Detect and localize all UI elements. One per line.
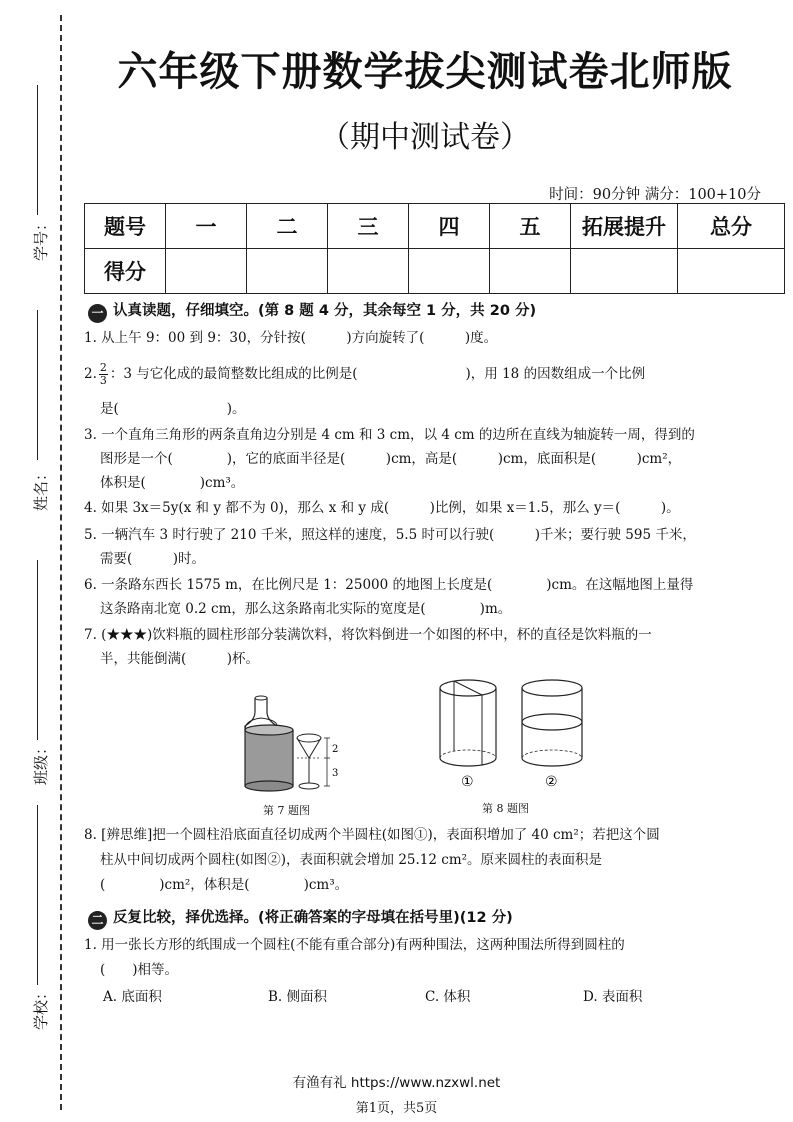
question-8-line-3: ( )cm²，体积是( )cm³。 [100,877,349,893]
question-3: 3. 一个直角三角形的两条直角边分别是 4 cm 和 3 cm，以 4 cm 的边所在直线为轴旋转一周，得到的 [84,427,695,443]
score-header-cell: 拓展提升 [571,204,678,249]
score-input-cell[interactable] [166,249,247,294]
figure-8-caption: 第 8 题图 [482,802,529,815]
question-6: 6. 一条路东西长 1575 m，在比例尺是 1：25000 的地图上长度是( )cm。在这幅地图上量得 [84,577,694,593]
section-number-badge: 一 [88,304,107,323]
score-row-label: 得分 [85,249,166,294]
section-2-heading [88,906,513,930]
page-subtitle: （期中测试卷） [320,120,530,155]
question-6-line-2: 这条路南北宽 0.2 cm，那么这条路南北实际的宽度是( )m。 [100,601,512,617]
student-id-label: 学号： [32,215,51,262]
score-header-cell: 二 [247,204,328,249]
question-7-cont [84,648,759,670]
page-title: 六年级下册数学拔尖测试卷北师版 [117,49,733,95]
score-input-cell[interactable] [328,249,409,294]
score-table [84,203,785,294]
section-2-question-1: 1. 用一张长方形的纸围成一个圆柱(不能有重合部分)有两种围法，这两种围法所得到圆柱的 [84,937,625,953]
school-line [37,805,38,985]
footer-website: 有渔有礼 https://www.nzxwl.net [292,1075,501,1091]
question-3-cont [84,448,759,470]
choice-d: D. 表面积 [583,989,643,1005]
score-table-header-row [85,204,785,249]
question-2-line-2: 是( )。 [100,401,246,417]
choice-b: B. 侧面积 [268,989,328,1005]
fraction [99,362,108,387]
score-input-cell[interactable] [490,249,571,294]
fraction-numerator: 2 [99,361,107,374]
section-2-heading-text: 反复比较，择优选择。(将正确答案的字母填在括号里)(12 分) [113,910,513,926]
school-label: 学校： [32,984,51,1031]
choice-a: A. 底面积 [103,989,162,1005]
figure-7-bottle-and-cup [235,690,365,800]
footer-page-number: 第1页，共5页 [355,1101,438,1116]
figure-8-label-1: ① [461,774,474,790]
question-3-line-2: 图形是一个( )，它的底面半径是( )cm，高是( )cm，底面积是( )cm²， [100,451,682,467]
score-header-cell: 四 [409,204,490,249]
question-2-number: 2. [84,366,97,382]
question-3-line-3: 体积是( )cm³。 [100,475,245,491]
name-label: 姓名： [32,465,51,512]
score-input-cell[interactable] [571,249,678,294]
section-2-question-1-line-2: ( )相等。 [100,962,179,978]
class-label: 班级： [32,739,51,786]
question-7: 7. (★★★)饮料瓶的圆柱形部分装满饮料，将饮料倒进一个如图的杯中，杯的直径是饮料瓶的一 [84,627,652,643]
question-6-cont [84,598,759,620]
section-1-heading [88,299,536,323]
question-3-cont2 [84,472,759,494]
question-8-line-2: 柱从中间切成两个圆柱(如图②)，表面积就会增加 25.12 cm²。原来圆柱的表面积是 [100,852,603,868]
question-8-cont2 [84,874,759,896]
class-line [37,560,38,740]
question-8-cont [84,849,759,871]
time-info: 时间：90分钟 满分：100+10分 [549,187,761,203]
section-number-badge: 二 [88,911,107,930]
fraction-denominator: 3 [99,374,107,387]
question-4: 4. 如果 3x＝5y(x 和 y 都不为 0)，那么 x 和 y 成( )比例，如果 x＝1.5，那么 y＝( )。 [84,500,680,516]
figure-7-caption: 第 7 题图 [263,804,310,817]
name-line [37,310,38,460]
score-table-score-row [85,249,785,294]
score-header-cell: 三 [328,204,409,249]
score-header-cell: 一 [166,204,247,249]
score-input-cell[interactable] [409,249,490,294]
question-7-line-2: 半，共能倒满( )杯。 [100,651,260,667]
figure-8-label-2: ② [545,774,558,790]
question-2-cont [84,398,759,420]
binding-dashed-line [60,15,62,1110]
question-8: 8. [辨思维]把一个圆柱沿底面直径切成两个半圆柱(如图①)，表面积增加了 40 cm²；若把这个圆 [84,827,660,843]
choice-c: C. 体积 [425,989,471,1005]
question-2 [84,362,759,387]
question-1: 1. 从上午 9：00 到 9：30，分针按( )方向旋转了( )度。 [84,330,498,346]
score-header-cell: 五 [490,204,571,249]
section-2-question-1-cont [84,959,759,981]
score-input-cell[interactable] [678,249,785,294]
question-2-text: ：3 与它化成的最简整数比组成的比例是( )，用 18 的因数组成一个比例 [109,366,646,382]
question-5-cont [84,548,759,570]
question-5-line-2: 需要( )时。 [100,551,206,567]
score-input-cell[interactable] [247,249,328,294]
score-header-cell: 总分 [678,204,785,249]
score-header-cell: 题号 [85,204,166,249]
figure-8-cylinders [430,676,590,794]
dimension-bottom-label: 3 [332,768,339,779]
section-1-heading-text: 认真读题，仔细填空。(第 8 题 4 分，其余每空 1 分，共 20 分) [113,303,537,319]
dimension-top-label: 2 [332,744,339,755]
student-id-line [37,85,38,215]
question-5: 5. 一辆汽车 3 时行驶了 210 千米，照这样的速度，5.5 时可以行驶( )千米；要行驶 595 千米， [84,527,696,543]
